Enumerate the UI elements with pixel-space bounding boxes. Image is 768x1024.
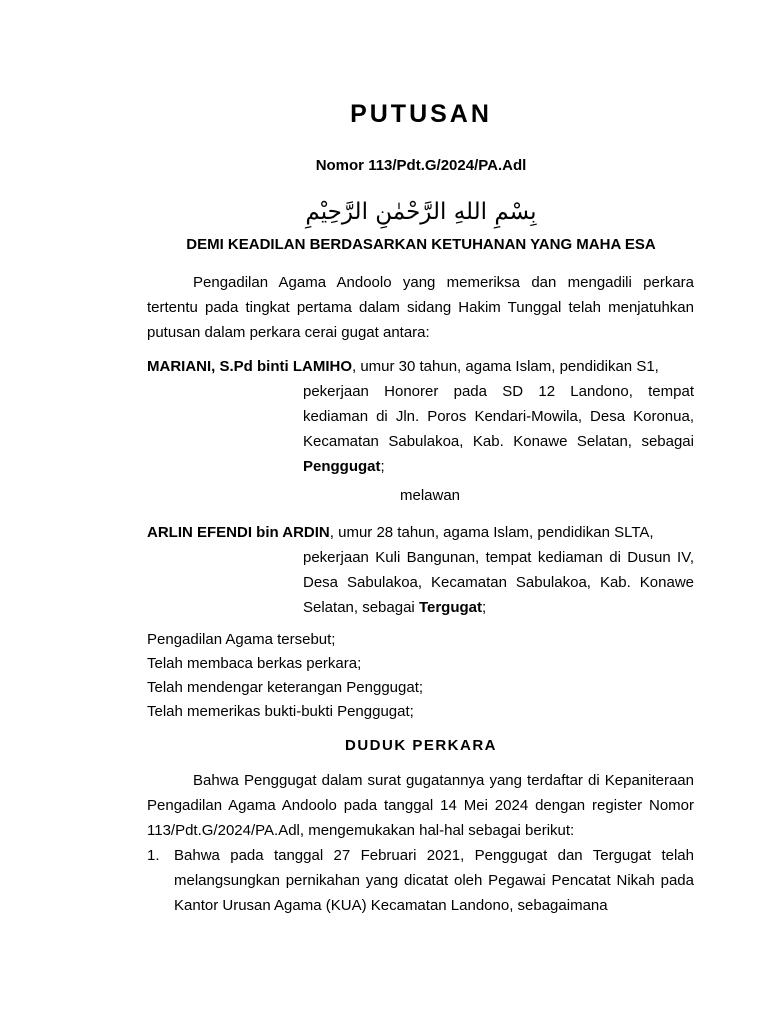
consideration-item: Telah mendengar keterangan Penggugat; <box>147 679 424 696</box>
consideration-item: Telah memerikas bukti-bukti Penggugat; <box>147 703 414 720</box>
duduk-text: Bahwa Penggugat dalam surat gugatannya yang terdaftar di Kepaniteraan Pengadilan Agama Andoolo pada tanggal 14 Mei 2024 dengan register Nomor 113/Pdt.G/2024/PA.Adl, mengemukakan hal-hal sebagai berikut: <box>147 772 694 839</box>
plaintiff-end: ; <box>380 458 385 475</box>
defendant-block <box>147 520 694 620</box>
plaintiff-role: Penggugat <box>303 458 381 475</box>
numbered-item <box>147 843 694 918</box>
plaintiff-details-start: , umur 30 tahun, agama Islam, pendidikan S1, <box>351 358 659 375</box>
defendant-role: Tergugat <box>418 599 482 616</box>
plaintiff-details <box>147 379 694 479</box>
intro-paragraph <box>147 270 694 345</box>
justice-heading: DEMI KEADILAN BERDASARKAN KETUHANAN YANG MAHA ESA <box>186 236 656 253</box>
consideration-item: Pengadilan Agama tersebut; <box>147 631 336 648</box>
considerations-list <box>147 628 423 724</box>
plaintiff-details-rest: pekerjaan Honorer pada SD 12 Landono, tempat kediaman di Jln. Poros Kendari-Mowila, Desa Koronua, Kecamatan Sabulakoa, Kab. Konawe Selatan, sebagai <box>303 383 694 450</box>
item-number: 1. <box>147 847 160 864</box>
section-heading-duduk-perkara: DUDUK PERKARA <box>344 737 497 754</box>
bismillah-calligraphy: بِسْمِ اللهِ الرَّحْمٰنِ الرَّحِيْمِ <box>305 199 537 225</box>
duduk-paragraph <box>147 768 694 843</box>
plaintiff-block <box>147 354 694 479</box>
defendant-end: ; <box>482 599 487 616</box>
plaintiff-name: MARIANI, S.Pd binti LAMIHO <box>147 358 352 375</box>
defendant-details-start: , umur 28 tahun, agama Islam, pendidikan SLTA, <box>329 524 654 541</box>
document-title: PUTUSAN <box>350 100 492 128</box>
defendant-details-rest: pekerjaan Kuli Bangunan, tempat kediaman di Dusun IV, Desa Sabulakoa, Kecamatan Sabulakoa, Kab. Konawe Selatan, sebagai <box>303 549 694 616</box>
consideration-item: Telah membaca berkas perkara; <box>147 655 362 672</box>
defendant-first-line <box>147 520 694 545</box>
plaintiff-first-line <box>147 354 694 379</box>
intro-text: Pengadilan Agama Andoolo yang memeriksa dan mengadili perkara tertentu pada tingkat pertama dalam sidang Hakim Tunggal telah menjatuhkan putusan dalam perkara cerai gugat antara: <box>147 274 694 341</box>
case-number: Nomor 113/Pdt.G/2024/PA.Adl <box>315 157 527 174</box>
defendant-name: ARLIN EFENDI bin ARDIN <box>147 524 330 541</box>
defendant-details <box>147 545 694 620</box>
versus-label: melawan <box>399 487 461 504</box>
item-text: Bahwa pada tanggal 27 Februari 2021, Penggugat dan Tergugat telah melangsungkan pernikahan yang dicatat oleh Pegawai Pencatat Nikah pada Kantor Urusan Agama (KUA) Kecamatan Landono, sebagaimana <box>174 847 694 914</box>
